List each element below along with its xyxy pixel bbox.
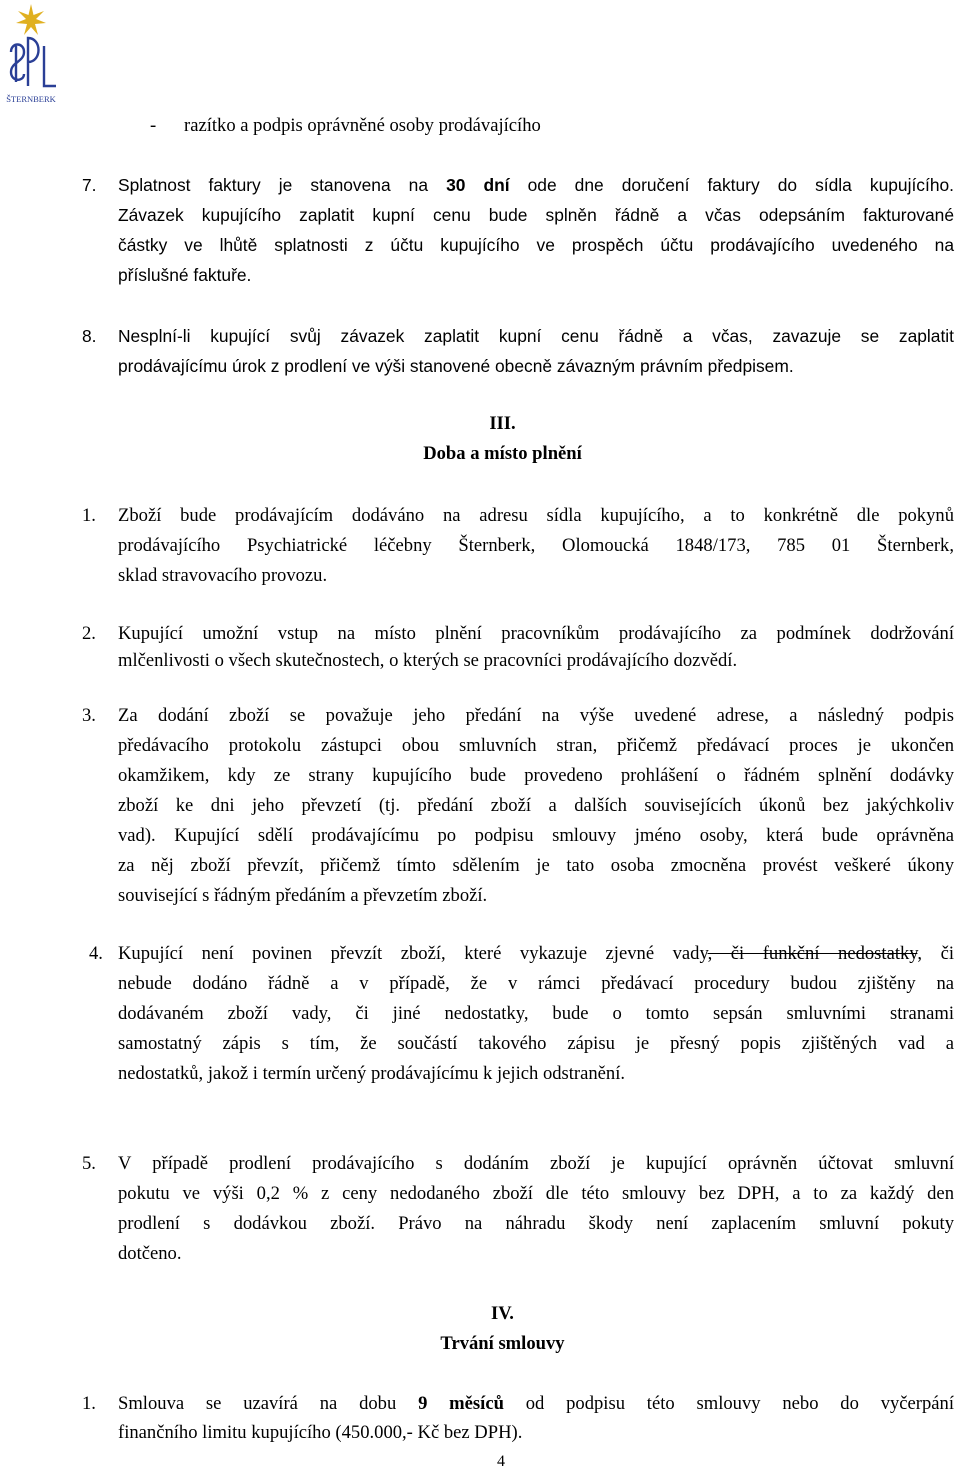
s3-item-5-line-4: dotčeno. xyxy=(118,1243,182,1264)
s3-item-3-line-5: vad). Kupující sdělí prodávajícímu po podpisu smlouvy jméno osoby, která bude oprávněna xyxy=(118,825,954,846)
s3-item-5-line-2: pokutu ve výši 0,2 % z ceny nedodaného zboží dle této smlouvy bez DPH, a to za každý den xyxy=(118,1183,954,1204)
s3-item-4-line-2: nebude dodáno řádně a v případě, že v rámci předávací procedury budou zjištěny na xyxy=(118,973,954,994)
s4-item-1-line-1: Smlouva se uzavírá na dobu 9 měsíců od podpisu této smlouvy nebo do vyčerpání xyxy=(118,1393,955,1414)
psl-monogram-icon xyxy=(11,38,56,86)
s3-item-3-line-7: související s řádným předáním a převzetím zboží. xyxy=(118,885,488,906)
s3-item-5-number: 5. xyxy=(82,1153,96,1174)
section-4-numeral: IV. xyxy=(491,1303,514,1324)
s3-item-4-line-3: dodávaném zboží vady, či jiné nedostatky, bude o tomto sepsán smluvními stranami xyxy=(118,1003,954,1024)
item-8-number: 8. xyxy=(82,326,97,346)
item-7-line-4: příslušné faktuře. xyxy=(118,265,252,285)
institution-logo xyxy=(2,2,60,106)
item-8-line-2: prodávajícímu úrok z prodlení ve výši stanovené obecně závazným právním předpisem. xyxy=(118,356,794,376)
item-7-line-2: Závazek kupujícího zaplatit kupní cenu bude splněn řádně a včas odepsáním fakturované xyxy=(118,205,954,225)
s3-item-2-number: 2. xyxy=(82,623,96,644)
s3-item-3-line-1: Za dodání zboží se považuje jeho předání na výše uvedené adrese, a následný podpis xyxy=(118,705,954,726)
s3-item-5-line-3: prodlení s dodávkou zboží. Právo na náhradu škody není zaplacením smluvní pokuty xyxy=(118,1213,954,1234)
s3-item-4-number: 4. xyxy=(89,943,103,964)
section-3-title: Doba a místo plnění xyxy=(423,443,582,464)
item-7-line-1: Splatnost faktury je stanovena na 30 dní ode dne doručení faktury do sídla kupujícího. xyxy=(118,175,954,195)
s3-item-3-line-4: zboží ke dni jeho převzetí (tj. předání zboží a dalších souvisejících úkonů bez jakýchkoliv xyxy=(118,795,954,816)
item-7-number: 7. xyxy=(82,175,97,195)
s3-item-1-line-1: Zboží bude prodávajícím dodáváno na adresu sídla kupujícího, a to konkrétně dle pokynů xyxy=(118,505,954,526)
bullet-dash: - xyxy=(150,115,157,136)
section-4-title: Trvání smlouvy xyxy=(440,1333,565,1354)
struck-text: , či funkční nedostatky xyxy=(707,943,918,964)
s4-item-1-number: 1. xyxy=(82,1393,96,1414)
star-icon xyxy=(16,4,46,35)
bullet-text: razítko a podpis oprávněné osoby prodávajícího xyxy=(184,115,541,136)
logo-text: ŠTERNBERK xyxy=(6,94,56,104)
s3-item-3-line-3: okamžikem, kdy ze strany kupujícího bude provedeno prohlášení o řádném splnění dodávky xyxy=(118,765,954,786)
s3-item-2-line-2: mlčenlivosti o všech skutečnostech, o kterých se pracovníci prodávajícího dozvědí. xyxy=(118,650,738,671)
s4-item-1-line-2: finančního limitu kupujícího (450.000,- Kč bez DPH). xyxy=(118,1422,523,1443)
s3-item-1-line-2: prodávajícího Psychiatrické léčebny Šternberk, Olomoucká 1848/173, 785 01 Šternberk, xyxy=(118,535,954,556)
s3-item-1-number: 1. xyxy=(82,505,96,526)
item-7-line-3: částky ve lhůtě splatnosti z účtu kupujícího ve prospěch účtu prodávajícího uvedeného na xyxy=(118,235,954,255)
section-3-numeral: III. xyxy=(489,413,516,434)
page-number: 4 xyxy=(497,1453,505,1470)
s3-item-4-line-1: Kupující není povinen převzít zboží, které vykazuje zjevné vady, či funkční nedostatky, či xyxy=(118,943,955,964)
s3-item-5-line-1: V případě prodlení prodávajícího s dodáním zboží je kupující oprávněn účtovat smluvní xyxy=(118,1153,954,1174)
s3-item-2-line-1: Kupující umožní vstup na místo plnění pracovníkům prodávajícího za podmínek dodržování xyxy=(118,623,954,644)
s3-item-4-line-4: samostatný zápis s tím, že součástí takového zápisu je přesný popis zjištěných vad a xyxy=(118,1033,954,1054)
s3-item-1-line-3: sklad stravovacího provozu. xyxy=(118,565,328,586)
s3-item-3-number: 3. xyxy=(82,705,96,726)
item-8-line-1: Nesplní-li kupující svůj závazek zaplatit kupní cenu řádně a včas, zavazuje se zaplatit xyxy=(118,326,954,346)
s3-item-4-line-5: nedostatků, jakož i termín určený prodávajícímu k jejich odstranění. xyxy=(118,1063,626,1084)
s3-item-3-line-6: za něj zboží převzít, přičemž tímto sdělením je tato osoba zmocněna provést veškeré úkony xyxy=(118,855,954,876)
s3-item-3-line-2: předávacího protokolu zástupci obou smluvních stran, přičemž předávací proces je ukončen xyxy=(118,735,954,756)
